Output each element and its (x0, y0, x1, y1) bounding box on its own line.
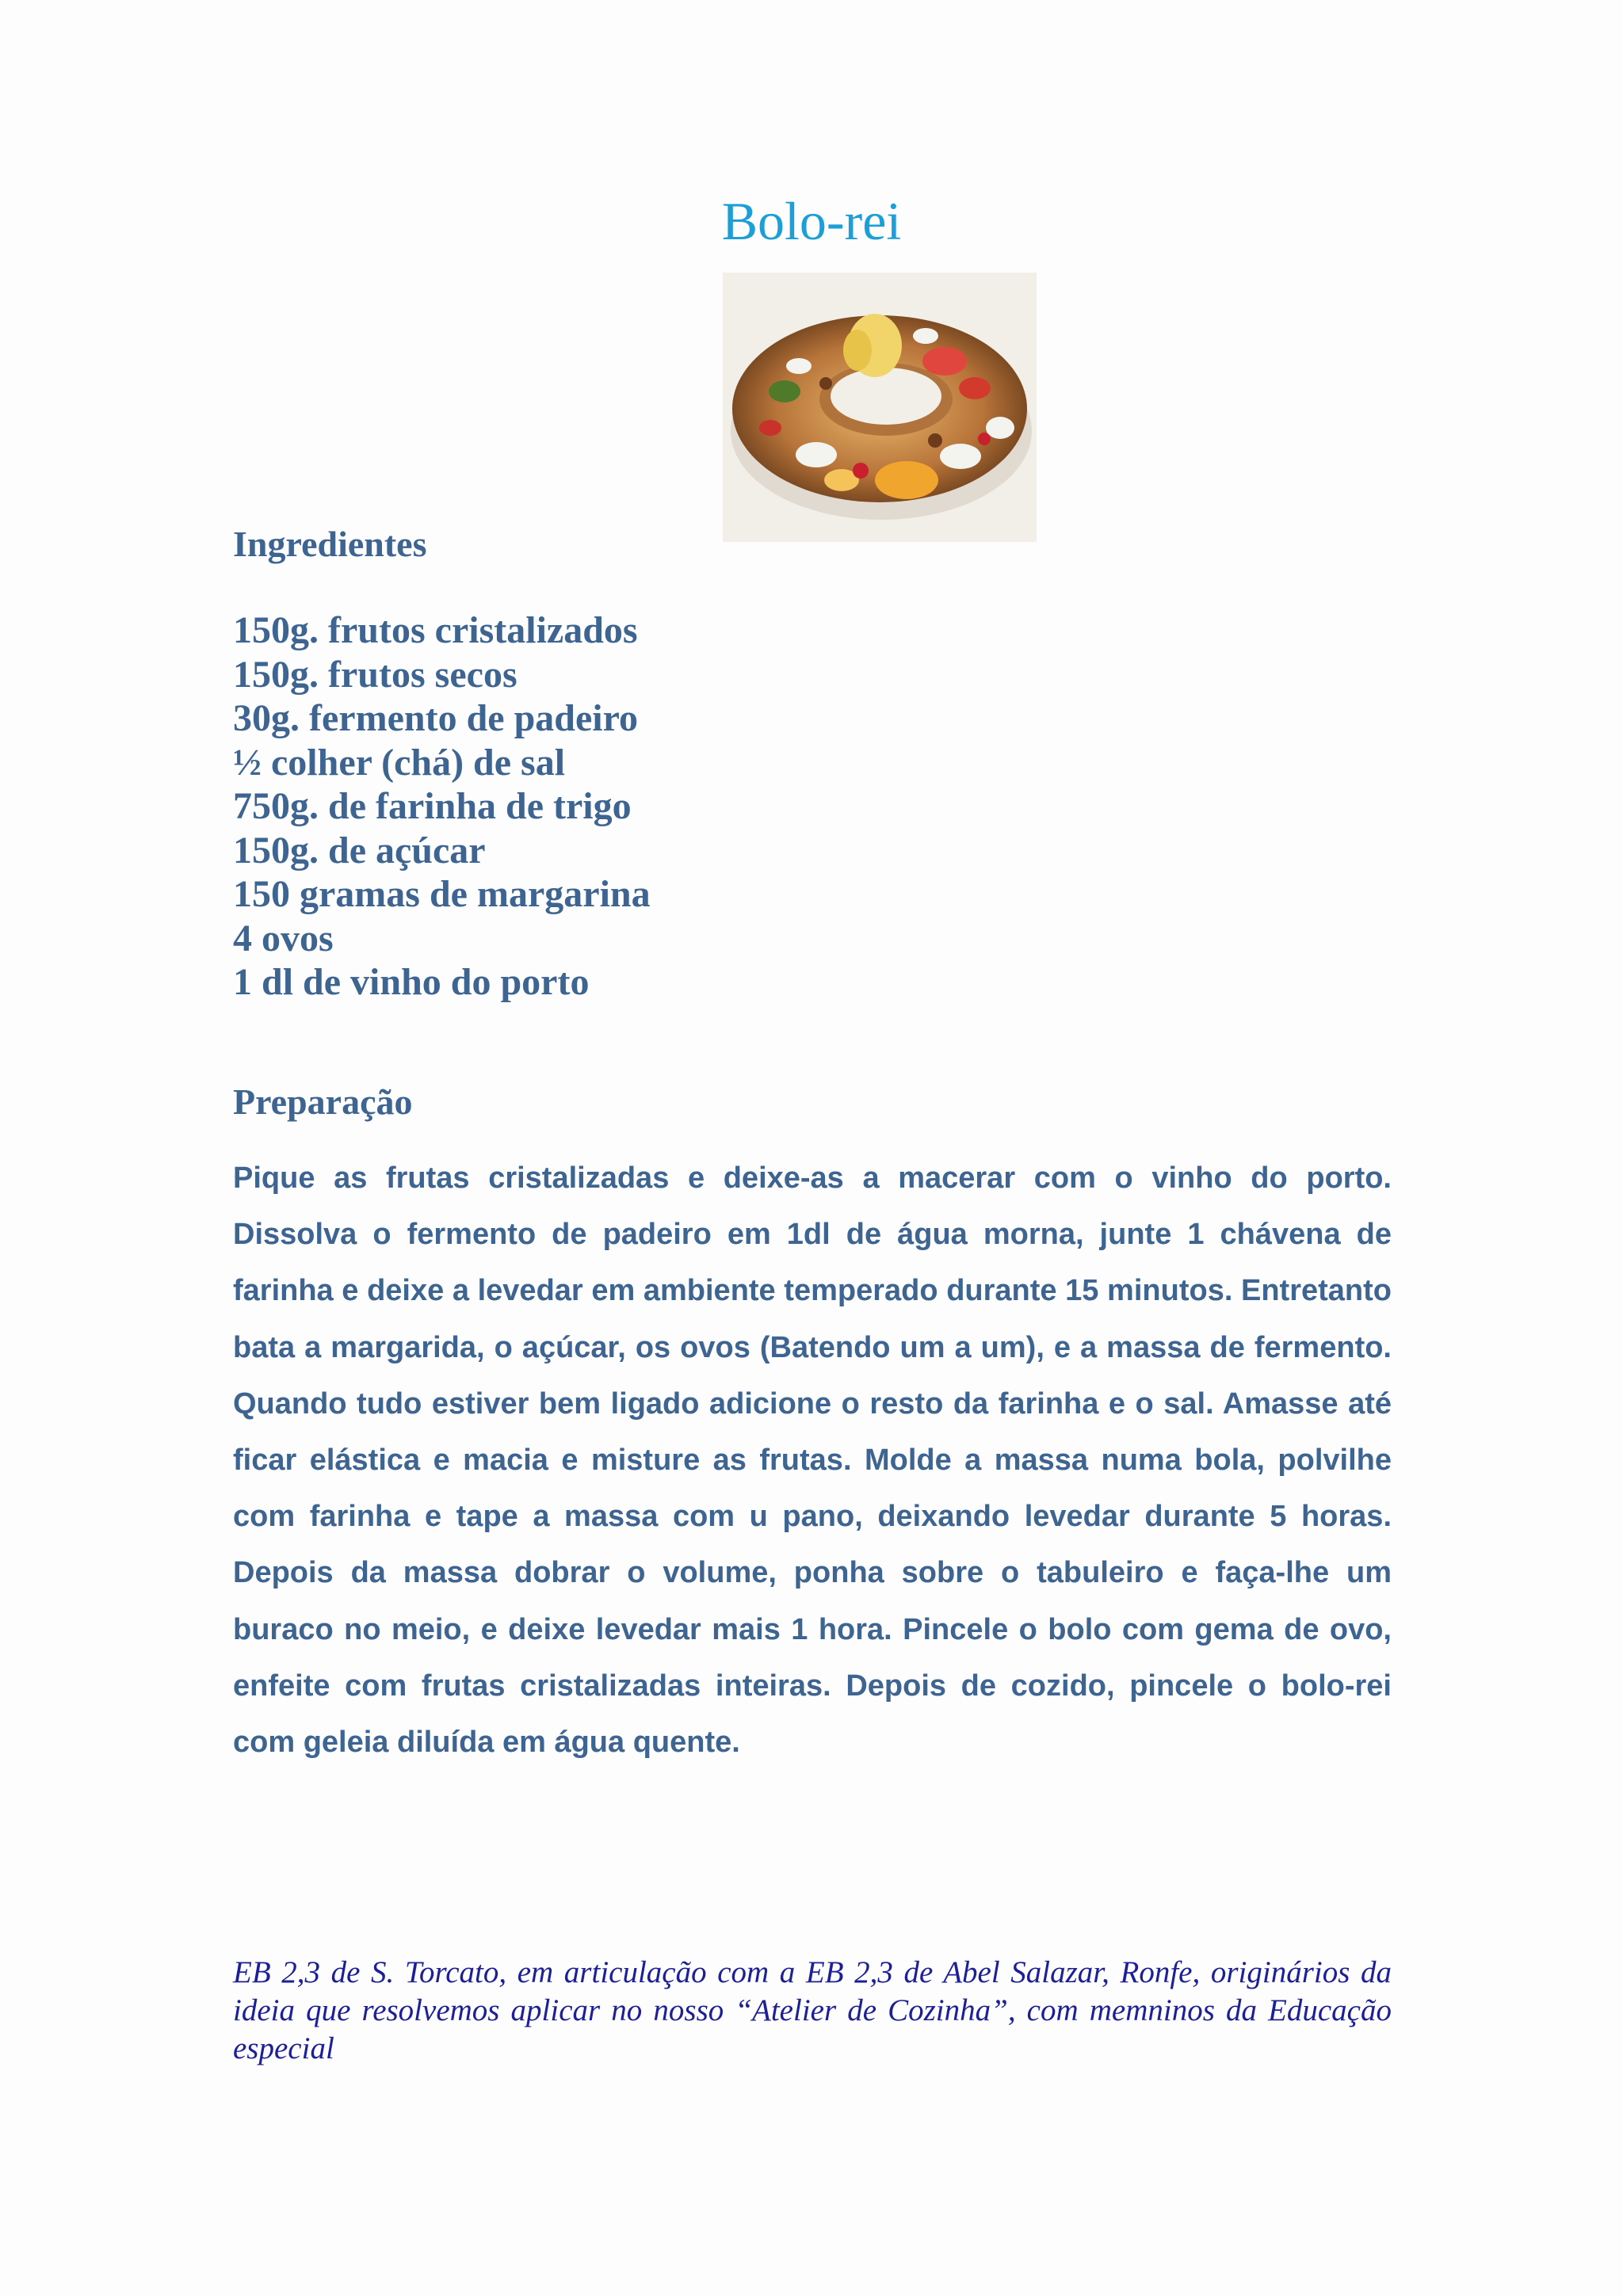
ingredients-list (233, 608, 651, 1005)
ingredient-item: 4 ovos (233, 917, 334, 959)
bolo-rei-photo (723, 273, 1037, 542)
preparation-heading: Preparação (233, 1081, 413, 1122)
ingredient-item: 150 gramas de margarina (233, 873, 651, 915)
ingredient-item: 30g. fermento de padeiro (233, 697, 639, 739)
ingredients-heading: Ingredientes (233, 524, 427, 564)
cake-illustration (723, 273, 1037, 542)
ingredient-item: 150g. de açúcar (233, 829, 486, 871)
ingredient-item: ½ colher (chá) de sal (233, 741, 566, 784)
ingredient-item: 150g. frutos secos (233, 653, 517, 696)
ingredient-item: 150g. frutos cristalizados (233, 609, 638, 651)
footer-note: EB 2,3 de S. Torcato, em articulação com a EB 2,3 de Abel Salazar, Ronfe, originários da ideia que resolvemos aplicar no nosso “Atelier de Cozinha”, com memninos da Educação especial (233, 1955, 1392, 2065)
preparation-text: Pique as frutas cristalizadas e deixe-as a macerar com o vinho do porto. Dissolva o fermento de padeiro em 1dl de água morna, junte 1 chávena de farinha e deixe a levedar em ambiente temperado durante 15 minutos. Entretanto bata a margarida, o açúcar, os ovos (Batendo um a um), e a massa de fermento. Quando tudo estiver bem ligado adicione o resto da farinha e o sal. Amasse até ficar elástica e macia e misture as frutas. Molde a massa numa bola, polvilhe com farinha e tape a massa com u pano, deixando levedar durante 5 horas. Depois da massa dobrar o volume, ponha sobre o tabuleiro e faça-lhe um buraco no meio, e deixe levedar mais 1 hora. Pincele o bolo com gema de ovo, enfeite com frutas cristalizadas inteiras. Depois de cozido, pincele o bolo-rei com geleia diluída em água quente. (233, 1161, 1392, 1760)
ingredient-item: 750g. de farinha de trigo (233, 785, 632, 827)
ingredient-item: 1 dl de vinho do porto (233, 961, 590, 1003)
recipe-title: Bolo-rei (721, 191, 902, 251)
